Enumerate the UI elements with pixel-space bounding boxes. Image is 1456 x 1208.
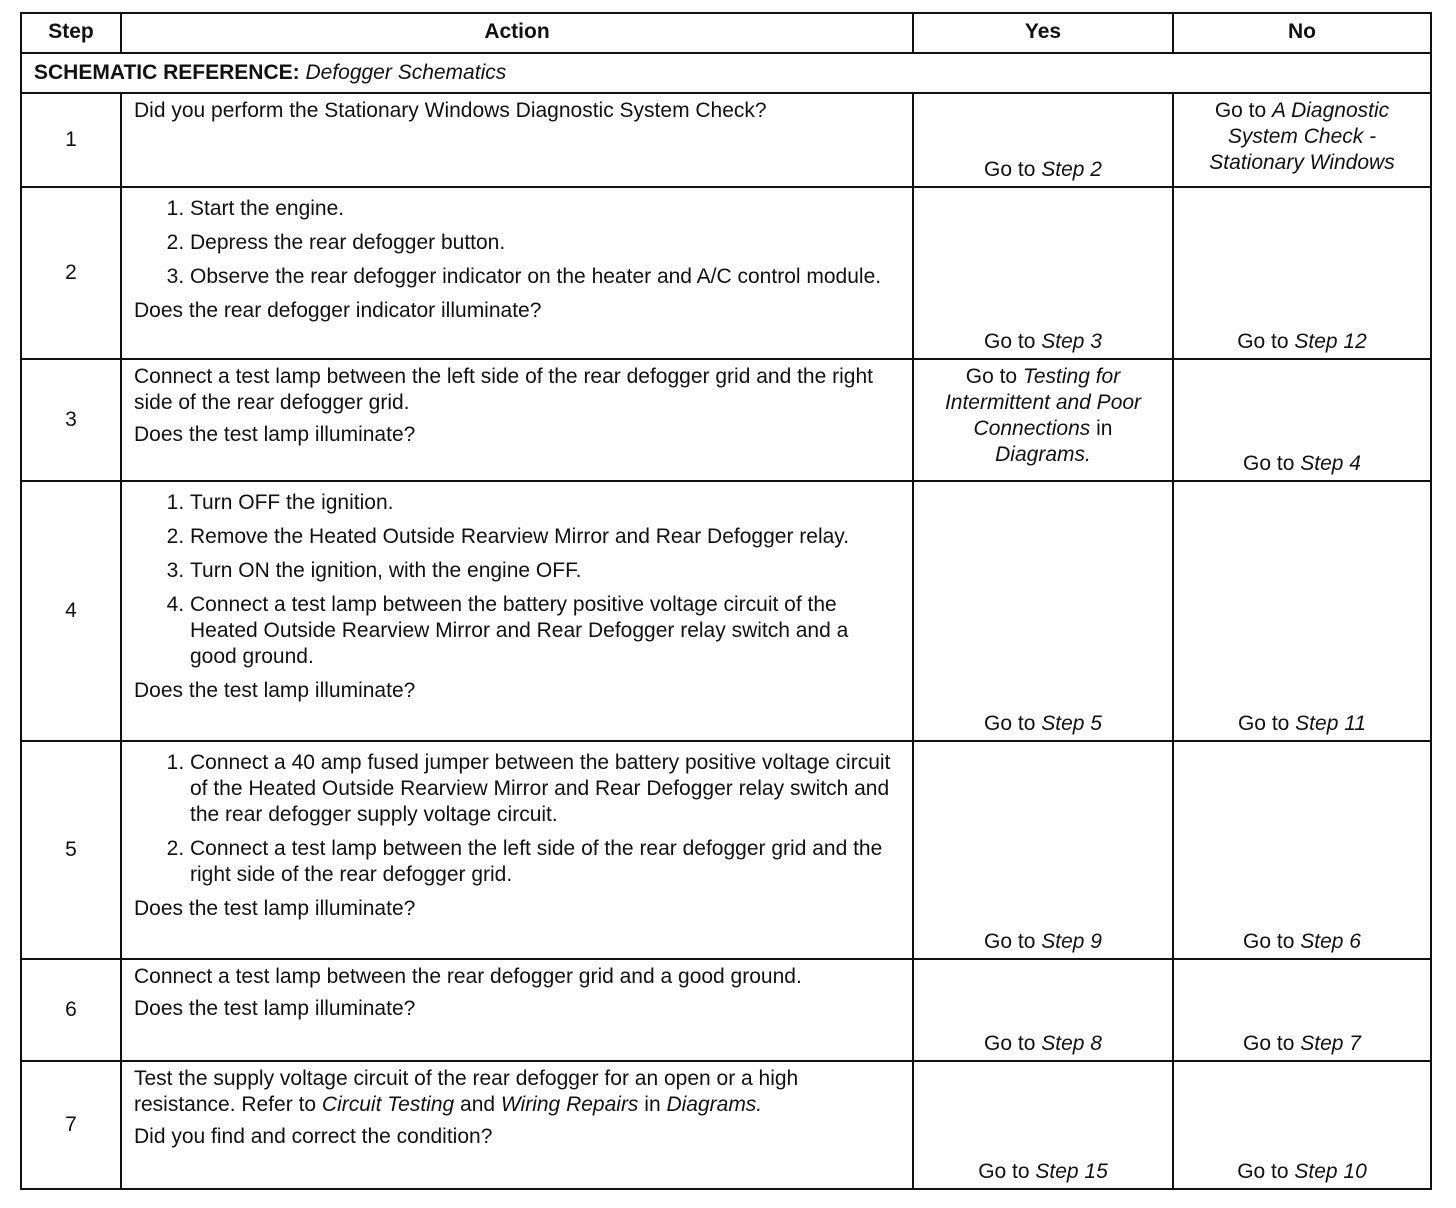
yes-link[interactable]: Step 9 — [1041, 930, 1102, 953]
schematic-reference-label: SCHEMATIC REFERENCE: — [34, 61, 300, 84]
yes-link-diagrams[interactable]: Diagrams. — [995, 443, 1091, 466]
action-question: Did you find and correct the condition? — [134, 1125, 493, 1148]
action-question: Does the rear defogger indicator illuminate? — [134, 299, 542, 322]
yes-link[interactable]: Step 3 — [1041, 330, 1102, 353]
table-row — [21, 93, 1431, 187]
list-item: 2. Remove the Heated Outside Rearview Mirror and Rear Defogger relay. — [190, 524, 900, 550]
yes-prefix: Go to — [965, 365, 1023, 388]
action-text-part: Test the supply voltage circuit of the rear defogger for an open or a high resistance. Refer to — [134, 1067, 799, 1116]
yes-prefix: Go to — [984, 1032, 1042, 1055]
action-question: Does the test lamp illuminate? — [134, 679, 416, 702]
step-number: 6 — [21, 959, 121, 1061]
step-number: 4 — [21, 481, 121, 741]
yes-cell — [913, 359, 1173, 481]
step-number: 5 — [21, 741, 121, 959]
no-prefix: Go to — [1243, 930, 1301, 953]
action-text: Connect a test lamp between the rear defogger grid and a good ground. — [134, 965, 802, 988]
no-cell — [1173, 187, 1431, 359]
step-number: 7 — [21, 1061, 121, 1189]
no-cell — [1173, 1061, 1431, 1189]
yes-link[interactable]: Testing for Intermittent and Poor Connections — [944, 365, 1142, 440]
list-item: 1. Start the engine. — [190, 196, 900, 222]
yes-prefix: Go to — [984, 712, 1042, 735]
no-cell — [1173, 93, 1431, 187]
list-item: 1. Turn OFF the ignition. — [190, 490, 900, 516]
no-link[interactable]: Step 10 — [1294, 1160, 1367, 1183]
step-number: 1 — [21, 93, 121, 187]
no-link[interactable]: A Diagnostic System Check - Stationary Windows — [1209, 99, 1395, 174]
table-row — [21, 187, 1431, 359]
action-steps-list — [134, 196, 900, 290]
no-prefix: Go to — [1237, 712, 1296, 735]
action-cell — [121, 93, 913, 187]
yes-prefix: Go to — [978, 1160, 1036, 1183]
no-prefix: Go to — [1243, 1032, 1301, 1055]
no-link[interactable]: Step 4 — [1300, 452, 1361, 475]
yes-prefix: Go to — [984, 330, 1042, 353]
no-link[interactable]: Step 11 — [1295, 712, 1367, 735]
action-text — [134, 1066, 900, 1118]
action-steps-list — [134, 750, 900, 888]
list-item: 1. Connect a 40 amp fused jumper between the battery positive voltage circuit of the Heated Outside Rearview Mirror and Rear Defogger relay switch and the rear defogger supply voltage circuit. — [190, 750, 900, 828]
list-item: 2. Depress the rear defogger button. — [190, 230, 900, 256]
yes-link[interactable]: Step 8 — [1041, 1032, 1102, 1055]
action-cell — [121, 187, 913, 359]
yes-link[interactable]: Step 5 — [1041, 712, 1102, 735]
table-row — [21, 959, 1431, 1061]
no-prefix: Go to — [1237, 330, 1295, 353]
no-cell — [1173, 741, 1431, 959]
yes-prefix: Go to — [984, 158, 1042, 181]
no-link[interactable]: Step 6 — [1300, 930, 1361, 953]
circuit-testing-link[interactable]: Circuit Testing — [321, 1093, 455, 1116]
action-text-part: and — [454, 1093, 501, 1116]
yes-link[interactable]: Step 15 — [1035, 1160, 1108, 1183]
action-steps-list — [134, 490, 900, 670]
schematic-reference-row — [21, 53, 1431, 93]
yes-cell — [913, 741, 1173, 959]
table-row — [21, 481, 1431, 741]
action-cell — [121, 1061, 913, 1189]
diagnostic-table — [20, 12, 1432, 1190]
yes-cell — [913, 481, 1173, 741]
yes-cell — [913, 93, 1173, 187]
header-row — [21, 13, 1431, 53]
no-prefix: Go to — [1237, 1160, 1295, 1183]
step-number: 2 — [21, 187, 121, 359]
no-cell — [1173, 959, 1431, 1061]
yes-prefix: Go to — [984, 930, 1042, 953]
yes-link[interactable]: Step 2 — [1041, 158, 1102, 181]
action-question: Does the test lamp illuminate? — [134, 423, 416, 446]
diagrams-link[interactable]: Diagrams. — [666, 1093, 763, 1116]
yes-cell — [913, 1061, 1173, 1189]
action-question: Does the test lamp illuminate? — [134, 997, 416, 1020]
table-row — [21, 359, 1431, 481]
action-question: Does the test lamp illuminate? — [134, 897, 416, 920]
action-text-part: in — [638, 1093, 667, 1116]
action-cell — [121, 959, 913, 1061]
action-cell — [121, 741, 913, 959]
step-number: 3 — [21, 359, 121, 481]
header-step: Step — [21, 13, 121, 53]
no-cell — [1173, 359, 1431, 481]
action-cell — [121, 359, 913, 481]
no-link[interactable]: Step 12 — [1294, 330, 1367, 353]
yes-mid: in — [1090, 417, 1113, 440]
header-yes: Yes — [913, 13, 1173, 53]
schematic-reference — [21, 53, 1431, 93]
header-action: Action — [121, 13, 913, 53]
yes-cell — [913, 959, 1173, 1061]
list-item: 4. Connect a test lamp between the battery positive voltage circuit of the Heated Outside Rearview Mirror and Rear Defogger relay switch and a good ground. — [190, 592, 900, 670]
no-prefix: Go to — [1243, 452, 1301, 475]
action-text: Did you perform the Stationary Windows Diagnostic System Check? — [134, 99, 767, 122]
action-text: Connect a test lamp between the left side of the rear defogger grid and the right side of the rear defogger grid. — [134, 365, 873, 414]
schematic-reference-value: Defogger Schematics — [305, 61, 507, 84]
diagnostic-table-container — [20, 12, 1430, 1190]
list-item: 3. Observe the rear defogger indicator on the heater and A/C control module. — [190, 264, 900, 290]
no-link[interactable]: Step 7 — [1300, 1032, 1361, 1055]
yes-cell — [913, 187, 1173, 359]
wiring-repairs-link[interactable]: Wiring Repairs — [500, 1093, 639, 1116]
table-row — [21, 1061, 1431, 1189]
no-prefix: Go to — [1214, 99, 1273, 122]
table-row — [21, 741, 1431, 959]
header-no: No — [1173, 13, 1431, 53]
list-item: 3. Turn ON the ignition, with the engine OFF. — [190, 558, 900, 584]
list-item: 2. Connect a test lamp between the left side of the rear defogger grid and the right side of the rear defogger grid. — [190, 836, 900, 888]
action-cell — [121, 481, 913, 741]
no-cell — [1173, 481, 1431, 741]
